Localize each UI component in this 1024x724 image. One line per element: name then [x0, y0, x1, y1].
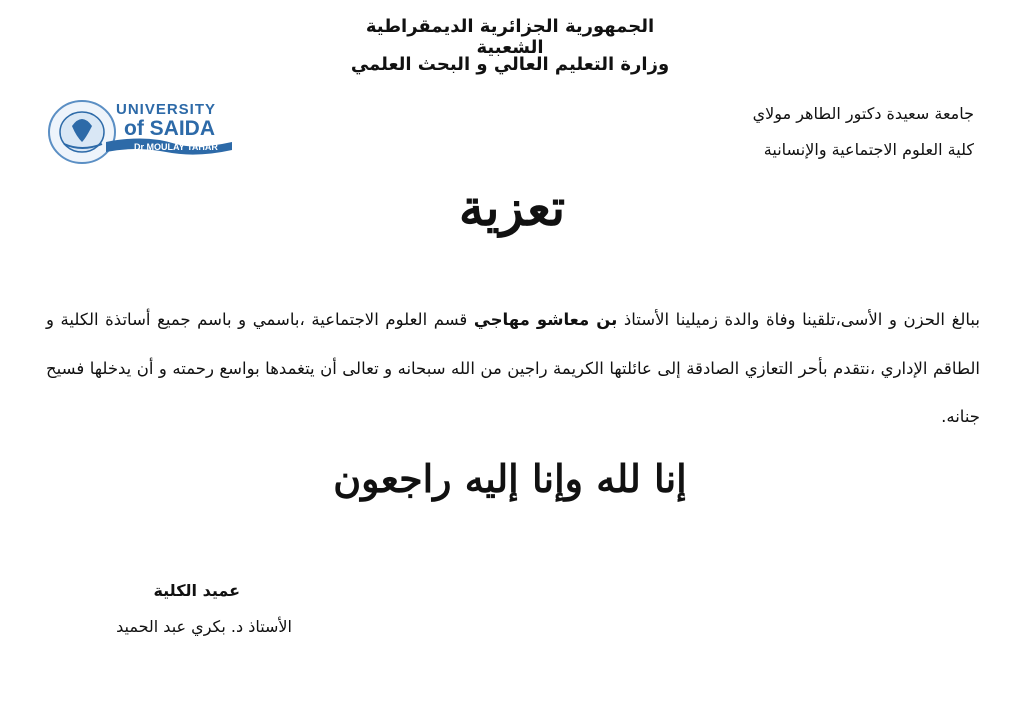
header-country: الجمهورية الجزائرية الديمقراطية الشعبية [365, 16, 655, 58]
logo-line1: UNIVERSITY [116, 101, 217, 118]
logo-line2: of SAIDA [124, 117, 215, 140]
verse-text: إنا لله وإنا إليه راجعون [333, 456, 687, 501]
signature-title: عميد الكلية [153, 581, 240, 600]
page-title: تعزية [458, 178, 566, 237]
university-logo [46, 98, 238, 168]
faculty-name: كلية العلوم الاجتماعية والإنسانية [763, 140, 974, 159]
header-ministry: وزارة التعليم العالي و البحث العلمي [350, 54, 670, 75]
body-part1: ببالغ الحزن و الأسى،تلقينا وفاة والدة زميلينا الأستاذ [617, 310, 980, 329]
university-name: جامعة سعيدة دكتور الطاهر مولاي [752, 104, 974, 123]
quranic-verse-calligraphy [300, 434, 720, 524]
condolence-body [46, 296, 980, 442]
logo-line3: Dr MOULAY TAHAR [134, 142, 218, 152]
signature-name: الأستاذ د. بكري عبد الحميد [116, 617, 292, 636]
body-part2: قسم العلوم الاجتماعية ،باسمي و باسم جميع أساتذة الكلية و الطاقم الإداري ،نتقدم بأحر التعازي الصادقة إلى عائلتها الكريمة راجين من الله سبحانه و تعالى أن يتغمدها بواسع رحمته و أن يدخلها فسيح جنانه. [46, 310, 980, 427]
colleague-names: بن معاشو مهاجي [473, 310, 618, 329]
